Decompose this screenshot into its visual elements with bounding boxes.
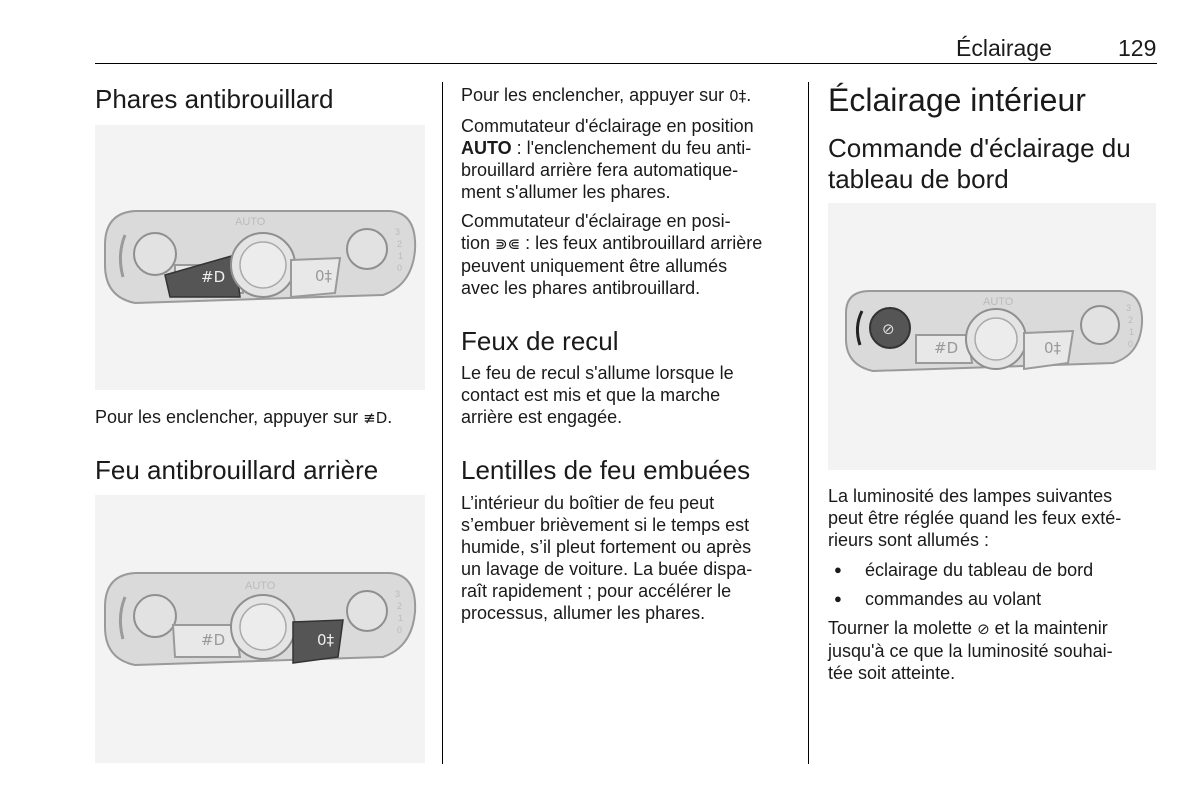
figure-rear-fog-panel xyxy=(95,495,425,763)
auto-label: AUTO xyxy=(235,216,266,228)
sidelights-icon: ⋑⋐ xyxy=(495,235,521,253)
svg-text:1: 1 xyxy=(398,251,404,261)
figure-front-fog-panel xyxy=(95,125,425,390)
para-dimmer-instruction: Tourner la molette ⊘ et la maintenir jusqu'à ce que la luminosité souhai- tée soit atteinte. xyxy=(828,618,1113,683)
column-divider-1 xyxy=(442,82,443,764)
svg-text:⊘: ⊘ xyxy=(882,320,895,338)
header-rule xyxy=(95,63,1157,64)
heading-fogged-lenses: Lentilles de feu embuées xyxy=(461,455,751,485)
svg-text:0: 0 xyxy=(1128,339,1134,349)
auto-label: AUTO xyxy=(245,580,276,592)
svg-text:0‡: 0‡ xyxy=(315,267,333,285)
para-reverse-lights: Le feu de recul s'allume lorsque le contact est mis et que la marche arrière est engagée. xyxy=(461,363,734,427)
list-item: ● commandes au volant xyxy=(828,588,1093,610)
svg-text:2: 2 xyxy=(1128,315,1134,325)
heading-interior-lighting: Éclairage intérieur xyxy=(828,82,1086,118)
svg-text:3: 3 xyxy=(395,227,401,237)
heading-front-fog: Phares antibrouillard xyxy=(95,84,334,114)
para-front-fog: Pour les enclencher, appuyer sur ≢D. xyxy=(95,407,393,427)
para-fogged-lenses: L’intérieur du boîtier de feu peut s’embuer brièvement si le temps est humide, s’il pleut fortement ou après un lavage de voiture. La buée dispa- raît rapidement ; pour accélérer le processus, allumer les phares. xyxy=(461,493,753,623)
svg-text:0‡: 0‡ xyxy=(317,631,335,649)
heading-reverse-lights: Feux de recul xyxy=(461,326,619,356)
svg-text:0‡: 0‡ xyxy=(1044,339,1062,357)
svg-text:2: 2 xyxy=(397,239,403,249)
figure-dimmer-panel xyxy=(828,203,1156,470)
svg-text:0: 0 xyxy=(397,625,403,635)
rear-fog-light-icon: 0‡ xyxy=(729,87,747,105)
heading-instrument-illumination: Commande d'éclairage du tableau de bord xyxy=(828,133,1131,194)
auto-label: AUTO xyxy=(983,296,1014,308)
svg-text:1: 1 xyxy=(1129,327,1135,337)
svg-text:0: 0 xyxy=(397,263,403,273)
running-title: Éclairage xyxy=(956,35,1052,61)
para-brightness-intro: La luminosité des lampes suivantes peut être réglée quand les feux exté- rieurs sont allumés : xyxy=(828,486,1122,550)
column-divider-2 xyxy=(808,82,809,764)
svg-text:3: 3 xyxy=(395,589,401,599)
front-fog-light-icon: ≢D xyxy=(363,409,388,427)
svg-text:1: 1 xyxy=(398,613,404,623)
page-number: 129 xyxy=(1118,35,1157,61)
heading-rear-fog: Feu antibrouillard arrière xyxy=(95,455,379,485)
bullet-list xyxy=(828,559,1093,610)
para-rear-fog-switch: Pour les enclencher, appuyer sur 0‡. xyxy=(461,85,752,105)
list-item: ● éclairage du tableau de bord xyxy=(828,559,1093,581)
svg-text:#D: #D xyxy=(201,268,226,286)
svg-text:3: 3 xyxy=(1126,303,1132,313)
auto-keyword: AUTO xyxy=(461,138,512,158)
svg-text:#D: #D xyxy=(201,631,226,649)
dimmer-wheel-icon: ⊘ xyxy=(977,620,990,638)
svg-text:#D: #D xyxy=(934,339,959,357)
svg-text:2: 2 xyxy=(397,601,403,611)
para-auto-position: Commutateur d'éclairage en position AUTO : l'enclenchement du feu anti- brouillard arrière fera automatique- ment s'allumer les phares. xyxy=(461,116,754,202)
para-sidelights-position: Commutateur d'éclairage en posi- tion ⋑⋐ : les feux antibrouillard arrière peuvent uniquement être allumés avec les phares antibrouillard. xyxy=(461,211,763,298)
